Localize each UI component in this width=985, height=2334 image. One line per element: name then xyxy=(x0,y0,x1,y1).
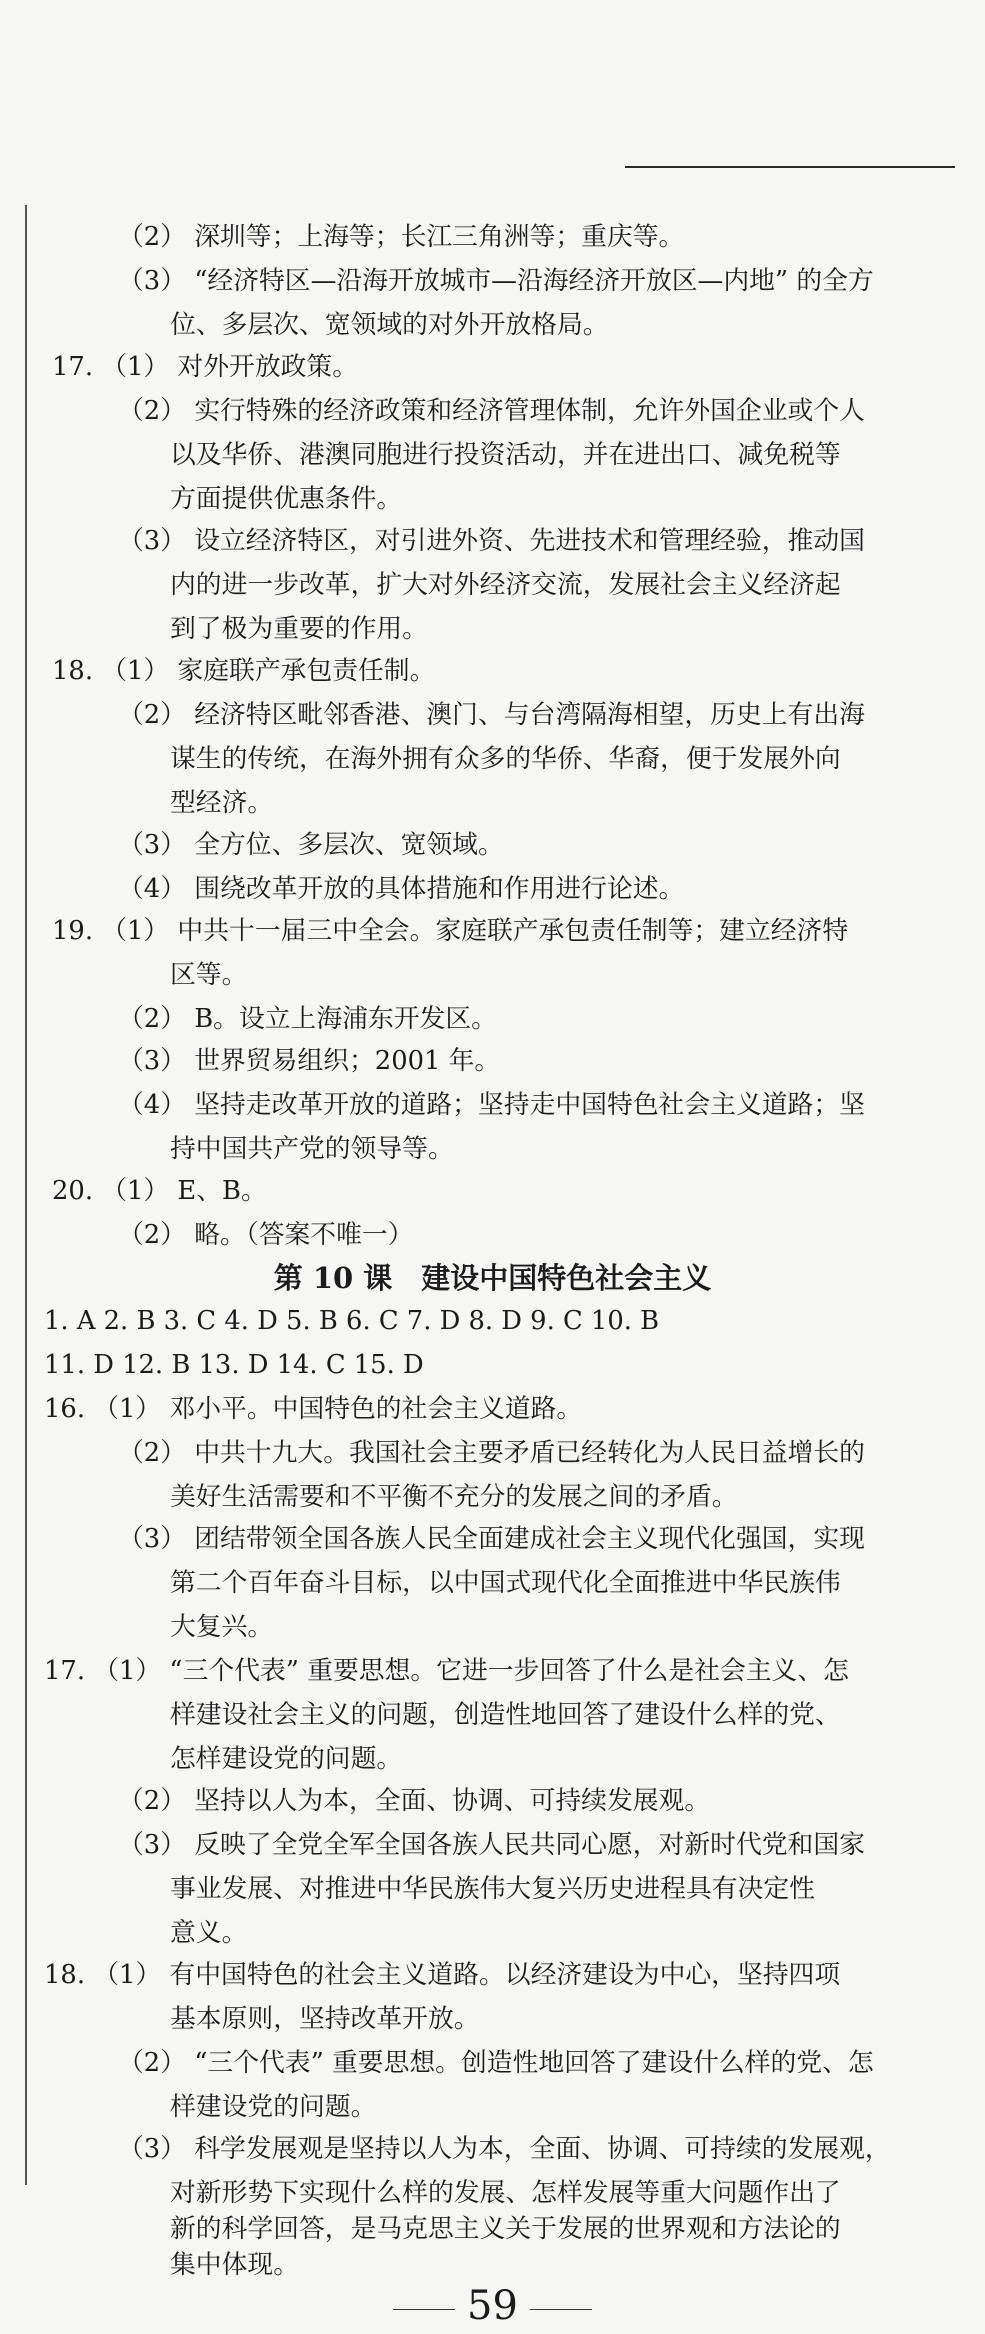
text-line: （2） 经济特区毗邻香港、澳门、与台湾隔海相望，历史上有出海 xyxy=(118,700,865,730)
text-line: （3） 团结带领全国各族人民全面建成社会主义现代化强国，实现 xyxy=(118,1524,865,1554)
text-line: 以及华侨、港澳同胞进行投资活动，并在进出口、减免税等 xyxy=(170,440,841,470)
text-line: （3） 全方位、多层次、宽领域。 xyxy=(118,830,504,860)
text-line: 型经济。 xyxy=(170,788,274,818)
text-line: 大复兴。 xyxy=(170,1612,274,1642)
text-line: 16. （1） 邓小平。中国特色的社会主义道路。 xyxy=(44,1394,583,1424)
text-line: （3） “经济特区—沿海开放城市—沿海经济开放区—内地” 的全方 xyxy=(118,266,874,296)
text-line: 样建设党的问题。 xyxy=(170,2092,377,2122)
text-line: （3） 科学发展观是坚持以人为本，全面、协调、可持续的发展观， xyxy=(118,2134,891,2164)
text-line: 美好生活需要和不平衡不充分的发展之间的矛盾。 xyxy=(170,1482,738,1512)
text-line: （3） 反映了全党全军全国各族人民共同心愿，对新时代党和国家 xyxy=(118,1830,865,1860)
page-number-dash-left xyxy=(393,2309,455,2310)
text-line: 到了极为重要的作用。 xyxy=(170,614,428,644)
text-line: 基本原则，坚持改革开放。 xyxy=(170,2004,480,2034)
mc-answers-row-2: 11. D 12. B 13. D 14. C 15. D xyxy=(44,1350,424,1380)
text-line: （2） 中共十九大。我国社会主要矛盾已经转化为人民日益增长的 xyxy=(118,1438,865,1468)
text-line: 新的科学回答，是马克思主义关于发展的世界观和方法论的 xyxy=(170,2214,841,2244)
page-number-value: 59 xyxy=(467,2283,518,2329)
text-line: （4） 围绕改革开放的具体措施和作用进行论述。 xyxy=(118,874,685,904)
text-line: 17. （1） “三个代表” 重要思想。它进一步回答了什么是社会主义、怎 xyxy=(44,1656,849,1686)
text-line: 事业发展、对推进中华民族伟大复兴历史进程具有决定性 xyxy=(170,1874,815,1904)
text-line: （3） 世界贸易组织；2001 年。 xyxy=(118,1046,501,1076)
left-margin-rule xyxy=(25,205,27,2185)
text-line: 对新形势下实现什么样的发展、怎样发展等重大问题作出了 xyxy=(170,2178,841,2208)
text-line: 19. （1） 中共十一届三中全会。家庭联产承包责任制等；建立经济特 xyxy=(52,916,849,946)
text-line: 区等。 xyxy=(170,960,248,990)
page-number-dash-right xyxy=(530,2309,592,2310)
text-line: （2） B。设立上海浦东开发区。 xyxy=(118,1004,497,1034)
text-line: 内的进一步改革，扩大对外经济交流，发展社会主义经济起 xyxy=(170,570,841,600)
text-line: 18. （1） 有中国特色的社会主义道路。以经济建设为中心，坚持四项 xyxy=(44,1960,841,1990)
text-line: 方面提供优惠条件。 xyxy=(170,484,403,514)
mc-answers-row-1: 1. A 2. B 3. C 4. D 5. B 6. C 7. D 8. D 9. C 10. B xyxy=(44,1306,660,1336)
text-line: （2） 深圳等；上海等；长江三角洲等；重庆等。 xyxy=(118,222,685,252)
page-number xyxy=(0,2282,985,2330)
text-line: （2） “三个代表” 重要思想。创造性地回答了建设什么样的党、怎 xyxy=(118,2048,874,2078)
text-line: 20. （1） E、B。 xyxy=(52,1176,267,1206)
text-line: 谋生的传统，在海外拥有众多的华侨、华裔，便于发展外向 xyxy=(170,744,841,774)
text-line: 持中国共产党的领导等。 xyxy=(170,1134,454,1164)
text-line: 18. （1） 家庭联产承包责任制。 xyxy=(52,656,436,686)
text-line: 第二个百年奋斗目标，以中国式现代化全面推进中华民族伟 xyxy=(170,1568,841,1598)
text-line: （2） 略。（答案不唯一） xyxy=(118,1220,414,1250)
text-line: 位、多层次、宽领域的对外开放格局。 xyxy=(170,310,609,340)
text-line: （2） 坚持以人为本，全面、协调、可持续发展观。 xyxy=(118,1786,711,1816)
text-line: （2） 实行特殊的经济政策和经济管理体制，允许外国企业或个人 xyxy=(118,396,865,426)
text-line: （4） 坚持走改革开放的道路；坚持走中国特色社会主义道路；坚 xyxy=(118,1090,865,1120)
text-line: 集中体现。 xyxy=(170,2250,299,2280)
text-line: 样建设社会主义的问题，创造性地回答了建设什么样的党、 xyxy=(170,1700,841,1730)
section-heading: 第 10 课 建设中国特色社会主义 xyxy=(273,1261,712,1295)
text-line: 怎样建设党的问题。 xyxy=(170,1744,403,1774)
top-rule xyxy=(625,166,955,168)
text-line: 17. （1） 对外开放政策。 xyxy=(52,352,359,382)
text-line: 意义。 xyxy=(170,1918,248,1948)
text-line: （3） 设立经济特区，对引进外资、先进技术和管理经验，推动国 xyxy=(118,526,865,556)
